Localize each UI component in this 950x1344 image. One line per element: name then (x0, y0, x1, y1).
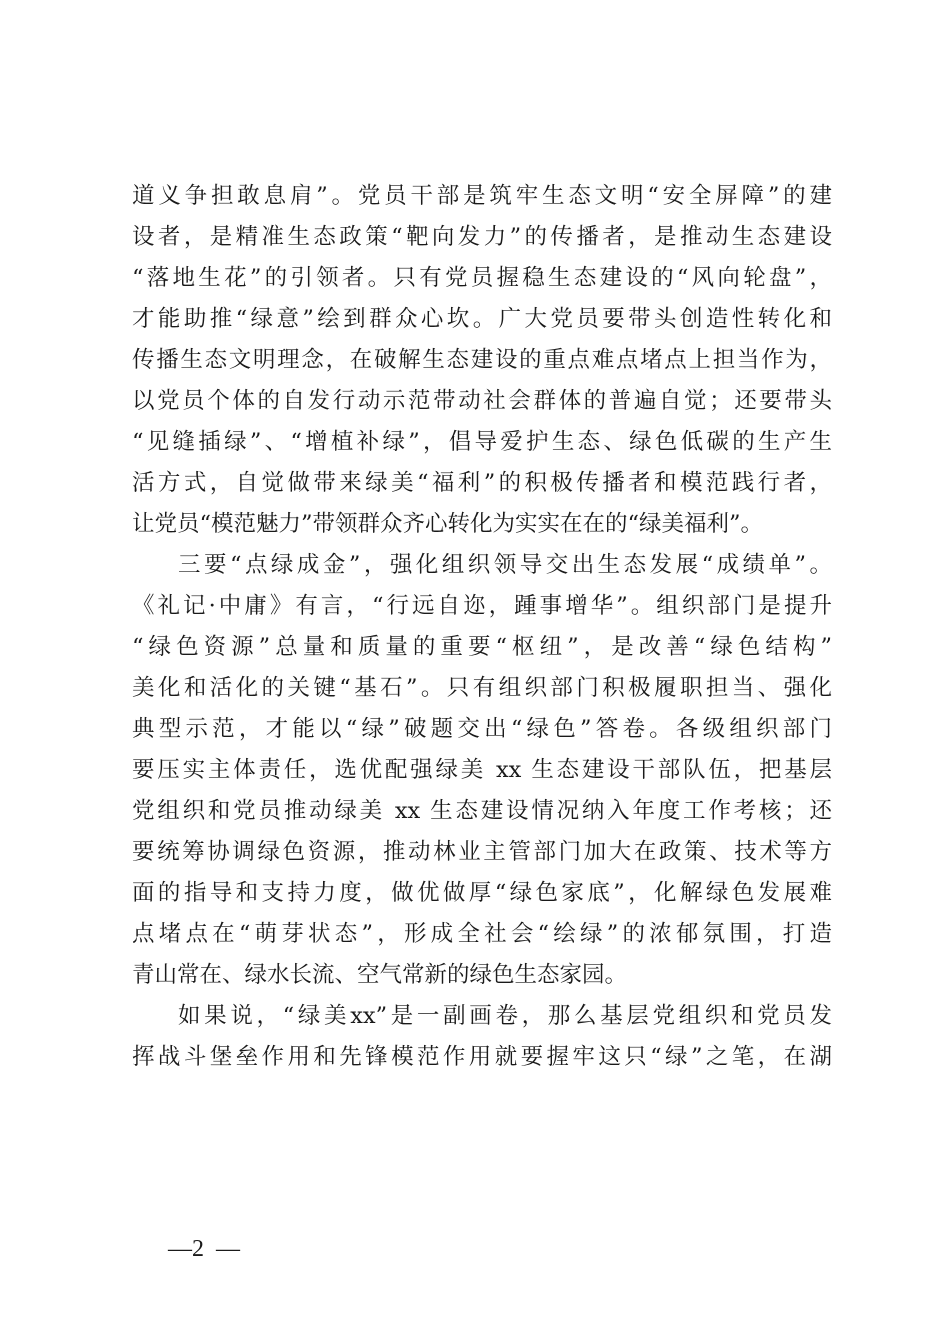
text-line: 要统筹协调绿色资源，推动林业主管部门加大在政策、技术等方 (132, 839, 832, 865)
paragraph-start-line: 如果说，“绿美xx”是一副画卷，那么基层党组织和党员发 (178, 1003, 832, 1029)
text-line: 活方式，自觉做带来绿美“福利”的积极传播者和模范践行者， (132, 470, 832, 496)
text-line: 让党员“模范魅力”带领群众齐心转化为实实在在的“绿美福利”。 (132, 511, 764, 537)
text-line: 《礼记·中庸》有言，“行远自迩，踵事增华”。组织部门是提升 (132, 593, 832, 619)
text-line: 挥战斗堡垒作用和先锋模范作用就要握牢这只“绿”之笔，在湖 (132, 1044, 832, 1070)
text-line: 传播生态文明理念，在破解生态建设的重点难点堵点上担当作为， (132, 347, 832, 373)
text-line: 党组织和党员推动绿美 xx 生态建设情况纳入年度工作考核；还 (132, 798, 832, 824)
text-line: 以党员个体的自发行动示范带动社会群体的普遍自觉；还要带头 (132, 388, 832, 414)
text-line: 才能助推“绿意”绘到群众心坎。广大党员要带头创造性转化和 (132, 306, 832, 332)
text-line: “落地生花”的引领者。只有党员握稳生态建设的“风向轮盘”， (132, 265, 832, 291)
text-line: 道义争担敢息肩”。党员干部是筑牢生态文明“安全屏障”的建 (132, 183, 832, 209)
text-line: 点堵点在“萌芽状态”，形成全社会“绘绿”的浓郁氛围，打造 (132, 921, 832, 947)
page-number: —2 — (168, 1236, 240, 1262)
text-line: 青山常在、绿水长流、空气常新的绿色生态家园。 (132, 962, 628, 988)
text-line: 要压实主体责任，选优配强绿美 xx 生态建设干部队伍，把基层 (132, 757, 832, 783)
text-line: 设者，是精准生态政策“靶向发力”的传播者，是推动生态建设 (132, 224, 832, 250)
text-line: “绿色资源”总量和质量的重要“枢纽”，是改善“绿色结构” (132, 634, 832, 660)
text-line: 面的指导和支持力度，做优做厚“绿色家底”，化解绿色发展难 (132, 880, 832, 906)
text-line: 典型示范，才能以“绿”破题交出“绿色”答卷。各级组织部门 (132, 716, 832, 742)
text-line: “见缝插绿”、“增植补绿”，倡导爱护生态、绿色低碳的生产生 (132, 429, 832, 455)
paragraph-start-line: 三要“点绿成金”，强化组织领导交出生态发展“成绩单”。 (178, 552, 832, 578)
body-text (132, 176, 832, 1078)
text-line: 美化和活化的关键“基石”。只有组织部门积极履职担当、强化 (132, 675, 832, 701)
